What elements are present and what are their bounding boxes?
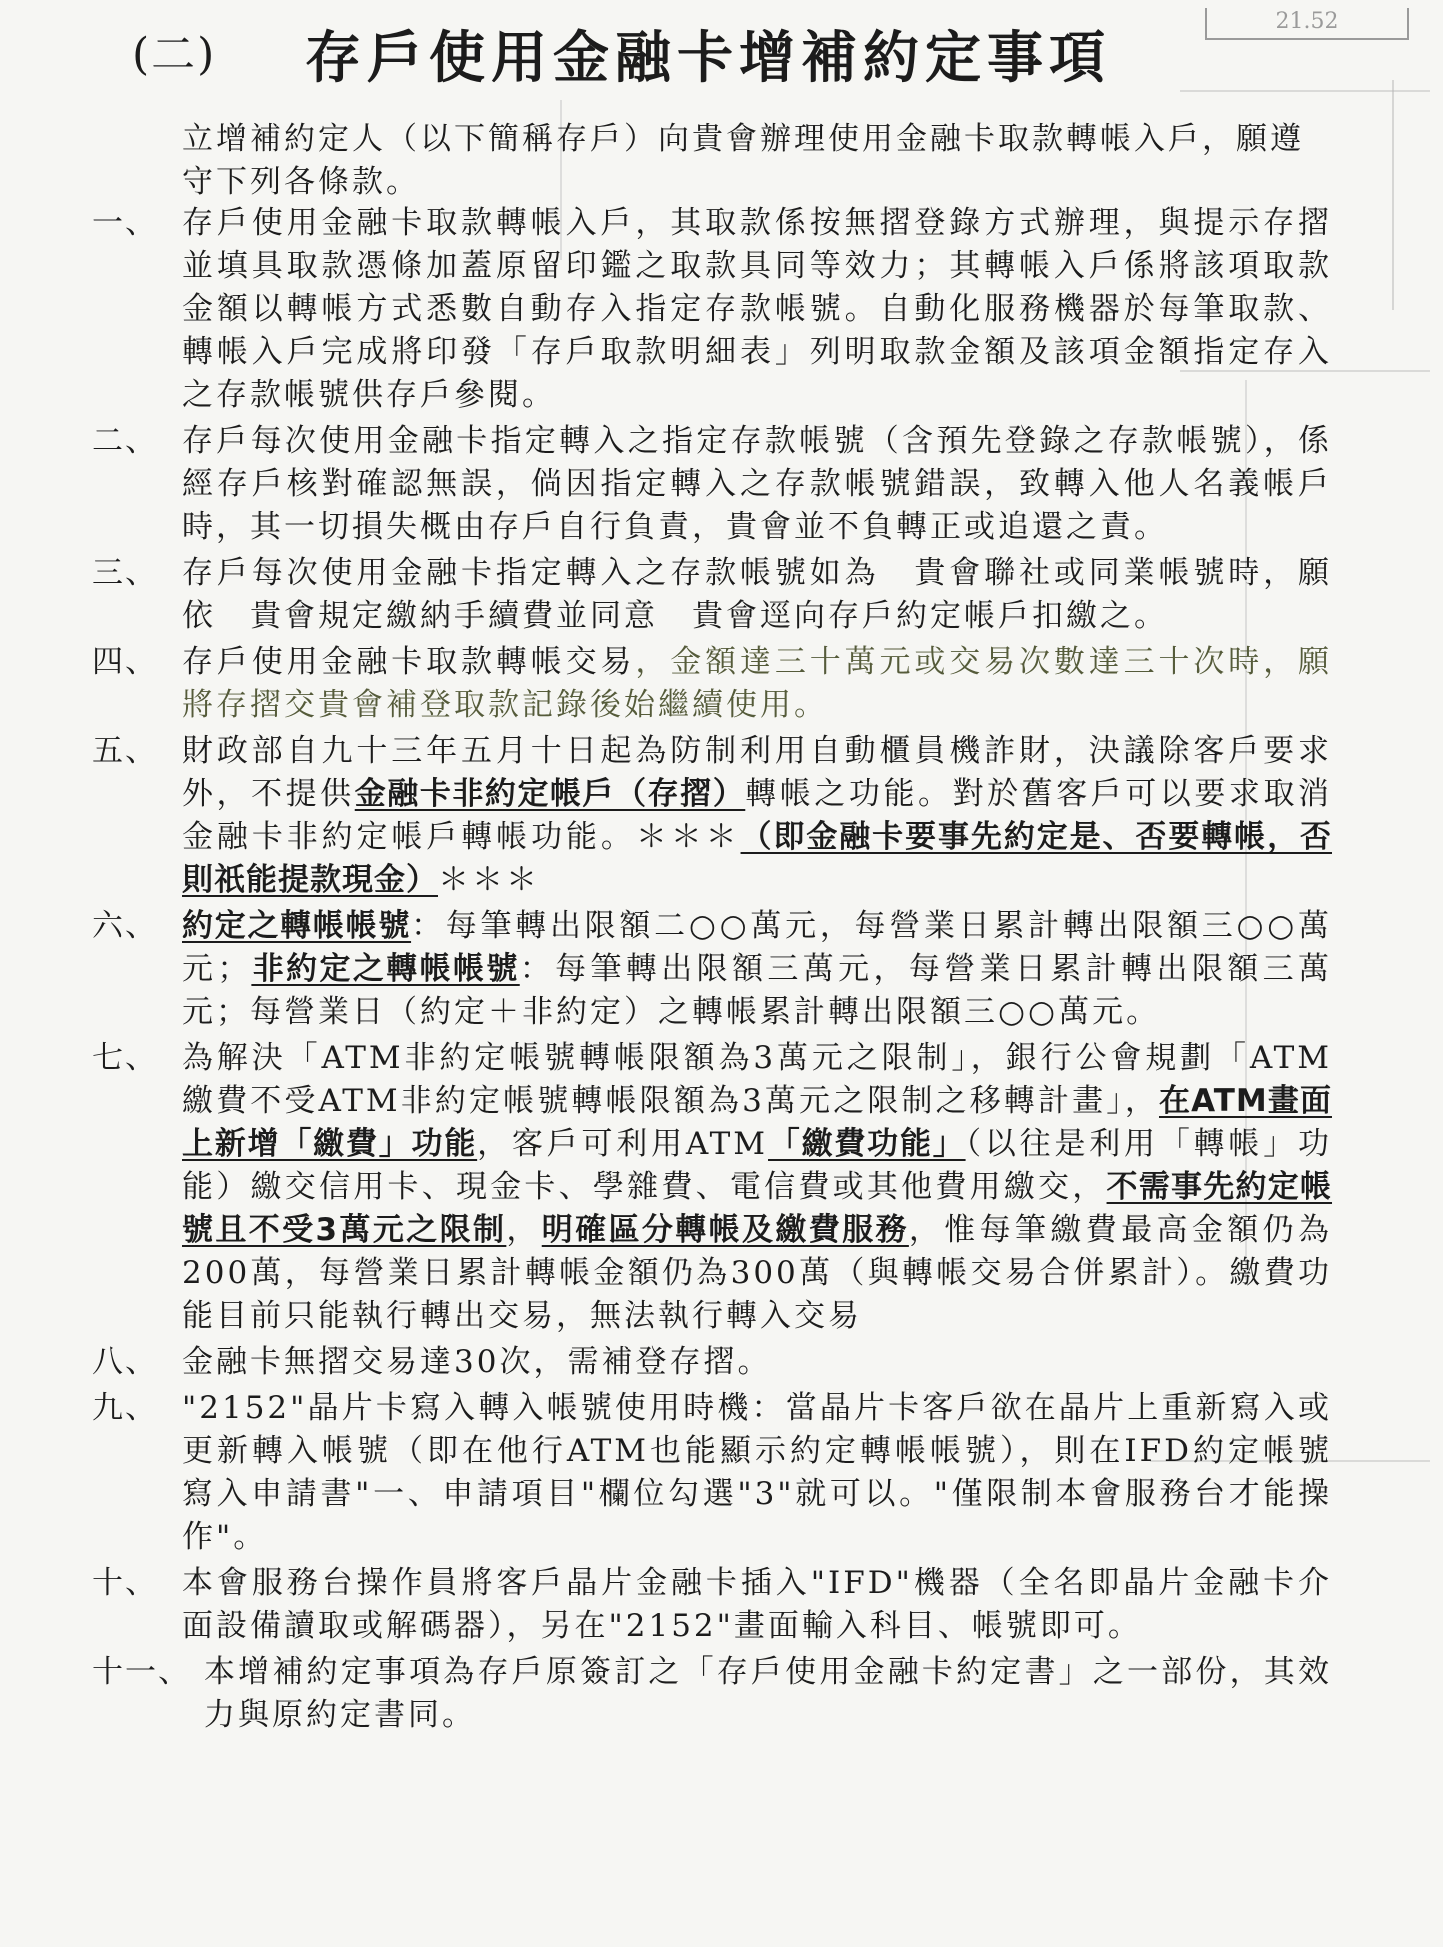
clause-4: [92, 641, 1342, 727]
clause-1: [92, 202, 1342, 417]
clause-text-part: ＊＊＊: [438, 862, 540, 898]
clause-text: 存戶每次使用金融卡指定轉入之指定存款帳號（含預先登錄之存款帳號），係經存戶核對確認無誤，倘因指定轉入之存款帳號錯誤，致轉入他人名義帳戶時，其一切損失概由存戶自行負責，貴會並不負轉正或追還之責。: [182, 423, 1332, 545]
clause-8: [92, 1341, 1342, 1384]
emphasized-text: 不需事先約定帳號且不受3萬元之限制: [182, 1169, 1333, 1248]
clause-text-part: ，客戶可利用ATM: [477, 1126, 769, 1162]
section-marker: (二): [132, 29, 217, 80]
clause-7: [92, 1037, 1342, 1338]
clause-10: [92, 1562, 1342, 1648]
clause-text: "2152"晶片卡寫入轉入帳號使用時機：當晶片卡客戶欲在晶片上重新寫入或更新轉入帳號（即在他行ATM也能顯示約定轉帳帳號），則在IFD約定帳號寫入申請書"一、申請項目"欄位勾選"3"就可以。"僅限制本會服務台才能操作"。: [182, 1390, 1332, 1555]
clause-text: 金融卡無摺交易達30次，需補登存摺。: [182, 1344, 772, 1380]
clause-text: 本會服務台操作員將客戶晶片金融卡插入"IFD"機器（全名即晶片金融卡介面設備讀取或解碼器），另在"2152"畫面輸入科目、帳號即可。: [182, 1565, 1332, 1644]
clause-list: [92, 202, 1342, 1740]
clause-5: [92, 730, 1342, 902]
document-header: [0, 8, 1443, 91]
emphasized-text: 金融卡非約定帳戶（存摺）: [354, 776, 746, 812]
emphasized-text: （即金融卡要事先約定是、否要轉帳，否則祇能提款現金）: [182, 819, 1332, 898]
clause-number: 十、: [92, 1565, 158, 1601]
clause-text-part: ，惟每筆繳費最高金額仍為200萬，每營業日累計轉帳金額仍為300萬（與轉帳交易合併累計）。繳費功能目前只能執行轉出交易，無法執行轉入交易: [182, 1212, 1333, 1334]
emphasized-text: 在ATM畫面上新增「繳費」功能: [182, 1083, 1332, 1162]
clause-text-part: ：每筆轉出限額二○○萬元，每營業日累計轉出限額三○○萬元；: [182, 908, 1333, 987]
clause-number: 八、: [92, 1344, 158, 1380]
clause-text-part: （以往是利用「轉帳」功能）繳交信用卡、現金卡、學雜費、電信費或其他費用繳交，: [182, 1126, 1333, 1205]
clause-text: [182, 730, 1332, 902]
document-title: 存戶使用金融卡增補約定事項: [305, 25, 1111, 91]
clause-number: 九、: [92, 1390, 158, 1426]
clause-number: 三、: [92, 555, 158, 591]
emphasized-text: 非約定之轉帳帳號: [251, 951, 520, 987]
olive-highlight-text: ，金額達三十萬元或交易次數達三十次時，願將存摺交貴會補登取款記錄後始繼續使用。: [182, 644, 1332, 723]
clause-9: [92, 1387, 1342, 1559]
clause-text-part: 財政部自九十三年五月十日起為防制利用自動櫃員機詐財，決議除客戶要求外，不提供: [182, 733, 1332, 812]
clause-number: 十一、: [92, 1654, 191, 1690]
clause-text: 存戶每次使用金融卡指定轉入之存款帳號如為 貴會聯社或同業帳號時，願依 貴會規定繳納手續費並同意 貴會逕向存戶約定帳戶扣繳之。: [182, 555, 1332, 634]
clause-2: [92, 420, 1342, 549]
clause-number: 四、: [92, 644, 158, 680]
corner-stamp: 21.52: [1205, 8, 1409, 40]
clause-text-part: 轉帳之功能。對於舊客戶可以要求取消金融卡非約定帳戶轉帳功能。＊＊＊: [182, 776, 1333, 855]
clause-text: [182, 1037, 1332, 1338]
clause-text: [182, 641, 1332, 727]
clause-text-part: 為解決「ATM非約定帳號轉帳限額為3萬元之限制」，銀行公會規劃「ATM繳費不受ATM非約定帳號轉帳限額為3萬元之限制之移轉計畫」，: [182, 1040, 1332, 1119]
emphasized-text: 約定之轉帳帳號: [182, 908, 412, 944]
clause-number: 五、: [92, 733, 158, 769]
emphasized-text: 明確區分轉帳及繳費服務: [541, 1212, 909, 1248]
bleed-through-line: [1180, 90, 1430, 92]
clause-text: 存戶使用金融卡取款轉帳入戶，其取款係按無摺登錄方式辦理，與提示存摺並填具取款憑條加蓋原留印鑑之取款具同等效力；其轉帳入戶係將該項取款金額以轉帳方式悉數自動存入指定存款帳號。自動化服務機器於每筆取款、轉帳入戶完成將印發「存戶取款明細表」列明取款金額及該項金額指定存入之存款帳號供存戶參閱。: [182, 205, 1332, 413]
clause-number: 二、: [92, 423, 158, 459]
emphasized-text: 「繳費功能」: [768, 1126, 966, 1162]
clause-text-part: ：每筆轉出限額三萬元，每營業日累計轉出限額三萬元；每營業日（約定＋非約定）之轉帳累計轉出限額三○○萬元。: [182, 951, 1332, 1030]
intro-paragraph: 立增補約定人（以下簡稱存戶）向貴會辦理使用金融卡取款轉帳入戶，願遵守下列各條款。: [182, 121, 1304, 200]
clause-number: 六、: [92, 908, 158, 944]
bleed-through-column: [1392, 80, 1430, 310]
clause-text-part: ，: [506, 1212, 542, 1248]
clause-11: [92, 1651, 1342, 1737]
clause-text: 本增補約定事項為存戶原簽訂之「存戶使用金融卡約定書」之一部份，其效力與原約定書同。: [204, 1654, 1332, 1733]
clause-text: [182, 905, 1332, 1034]
clause-text-part: 存戶使用金融卡取款轉帳交易: [182, 644, 636, 680]
clause-6: [92, 905, 1342, 1034]
clause-number: 一、: [92, 205, 158, 241]
clause-number: 七、: [92, 1040, 158, 1076]
clause-3: [92, 552, 1342, 638]
